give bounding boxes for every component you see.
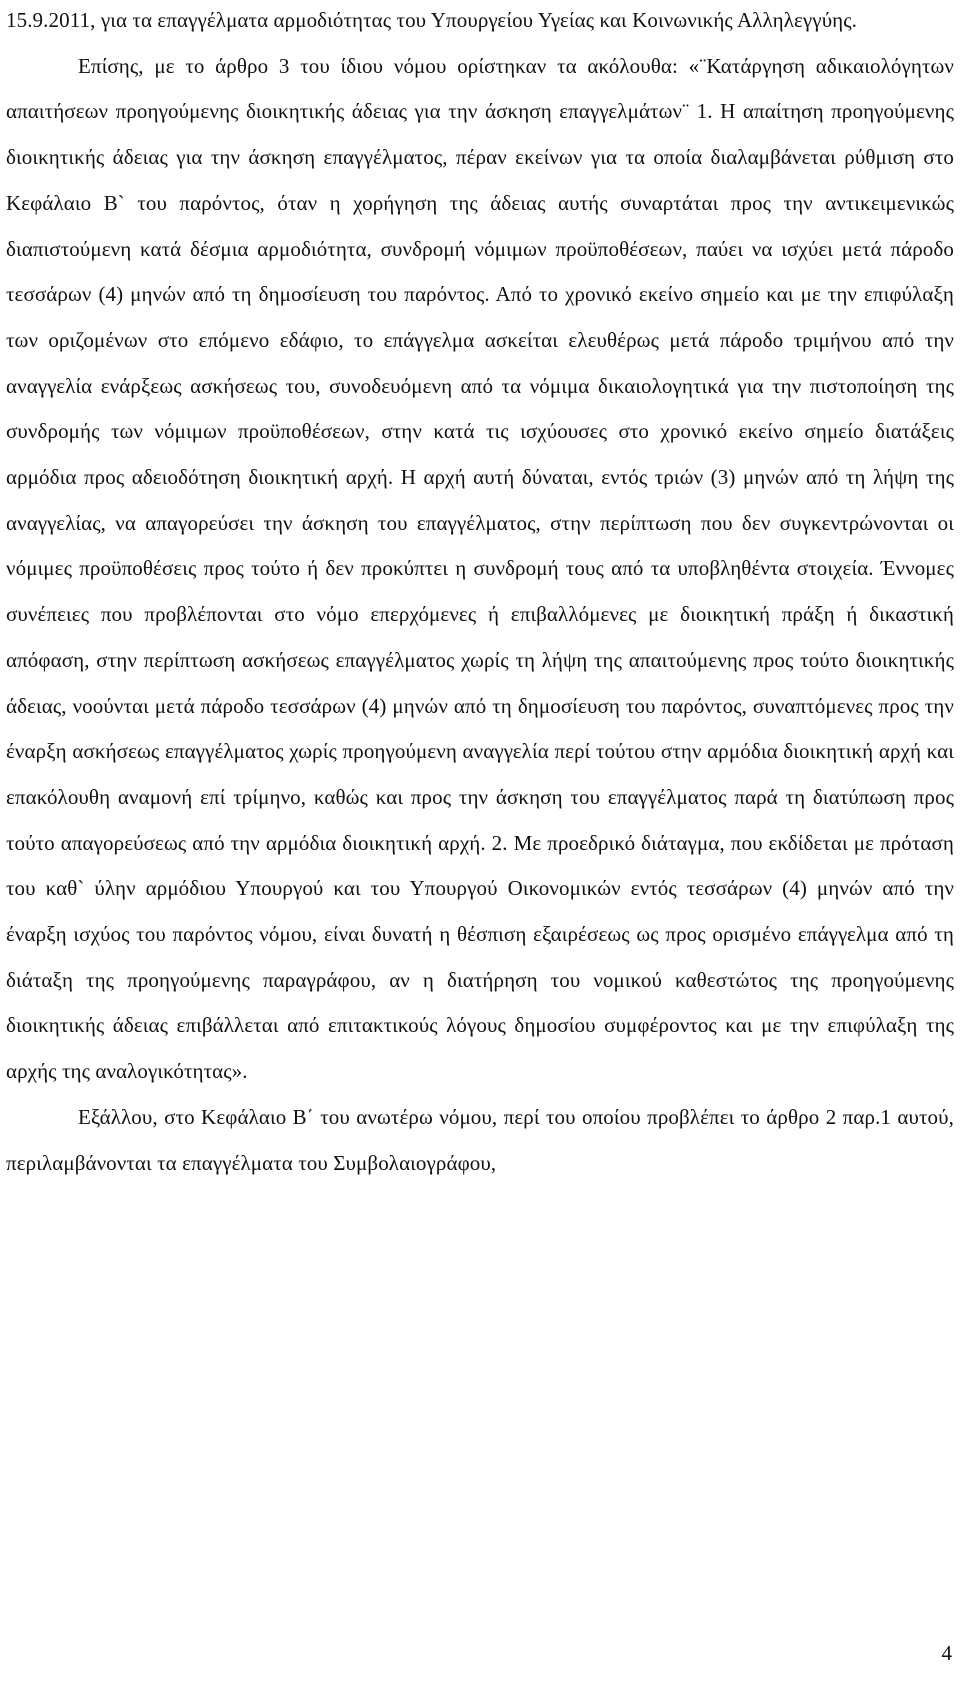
paragraph-1: 15.9.2011, για τα επαγγέλματα αρμοδιότητας του Υπουργείου Υγείας και Κοινωνικής Αλληλεγγύης. [6, 8, 858, 32]
paragraph-3: Εξάλλου, στο Κεφάλαιο Β΄ του ανωτέρω νόμου, περί του οποίου προβλέπει το άρθρο 2 παρ.1 αυτού, περιλαμβάνονται τα επαγγέλματα του Συμβολαιογράφου, [6, 1104, 954, 1175]
document-page [6, 0, 954, 1186]
page-number: 4 [941, 1641, 952, 1665]
paragraph-2: Επίσης, με το άρθρο 3 του ίδιου νόμου ορίστηκαν τα ακόλουθα: «¨Κατάργηση αδικαιολόγητων απαιτήσεων προηγούμενης διοικητικής άδειας για την άσκηση επαγγελμάτων¨ 1. Η απαίτηση προηγούμενης διοικητικής άδειας για την άσκηση επαγγέλματος, πέραν εκείνων για τα οποία διαλαμβάνεται ρύθμιση στο Κεφάλαιο Β` του παρόντος, όταν η χορήγηση της άδειας αυτής συναρτάται προς την αντικειμενικώς διαπιστούμενη κατά δέσμια αρμοδιότητα, συνδρομή νόμιμων προϋποθέσεων, παύει να ισχύει μετά πάροδο τεσσάρων (4) μηνών από τη δημοσίευση του παρόντος. Από το χρονικό εκείνο σημείο και με την επιφύλαξη των οριζομένων στο επόμενο εδάφιο, το επάγγελμα ασκείται ελευθέρως μετά πάροδο τριμήνου από την αναγγελία ενάρξεως ασκήσεως του, συνοδευόμενη από τα νόμιμα δικαιολογητικά για την πιστοποίηση της συνδρομής των νόμιμων προϋποθέσεων, στην κατά τις ισχύουσες στο χρονικό εκείνο σημείο διατάξεις αρμόδια προς αδειοδότηση διοικητική αρχή. Η αρχή αυτή δύναται, εντός τριών (3) μηνών από τη λήψη της αναγγελίας, να απαγορεύσει την άσκηση του επαγγέλματος, στην περίπτωση που δεν συγκεντρώνονται οι νόμιμες προϋποθέσεις προς τούτο ή δεν προκύπτει η συνδρομή τους από τα υποβληθέντα στοιχεία. Έννομες συνέπειες που προβλέπονται στο νόμο επερχόμενες ή επιβαλλόμενες με διοικητική πράξη ή δικαστική απόφαση, στην περίπτωση ασκήσεως επαγγέλματος χωρίς τη λήψη της απαιτούμενης προς τούτο διοικητικής άδειας, νοούνται μετά πάροδο τεσσάρων (4) μηνών από τη δημοσίευση του παρόντος, συναπτόμενες προς την έναρξη ασκήσεως επαγγέλματος χωρίς προηγούμενη αναγγελία περί τούτου στην αρμόδια διοικητική αρχή και επακόλουθη αναμονή επί τρίμηνο, καθώς και προς την άσκηση του επαγγέλματος παρά τη διατύπωση προς τούτο απαγορεύσεως από την αρμόδια διοικητική αρχή. 2. Με προεδρικό διάταγμα, που εκδίδεται με πρόταση του καθ` ύλην αρμόδιου Υπουργού και του Υπουργού Οικονομικών εντός τεσσάρων (4) μηνών από την έναρξη ισχύος του παρόντος νόμου, είναι δυνατή η θέσπιση εξαιρέσεως ως προς ορισμένο επάγγελμα από τη διάταξη της προηγούμενης παραγράφου, αν η διατήρηση του νομικού καθεστώτος της προηγούμενης διοικητικής άδειας επιβάλλεται από επιτακτικούς λόγους δημοσίου συμφέροντος και με την επιφύλαξη της αρχής της αναλογικότητας». [6, 53, 954, 1084]
